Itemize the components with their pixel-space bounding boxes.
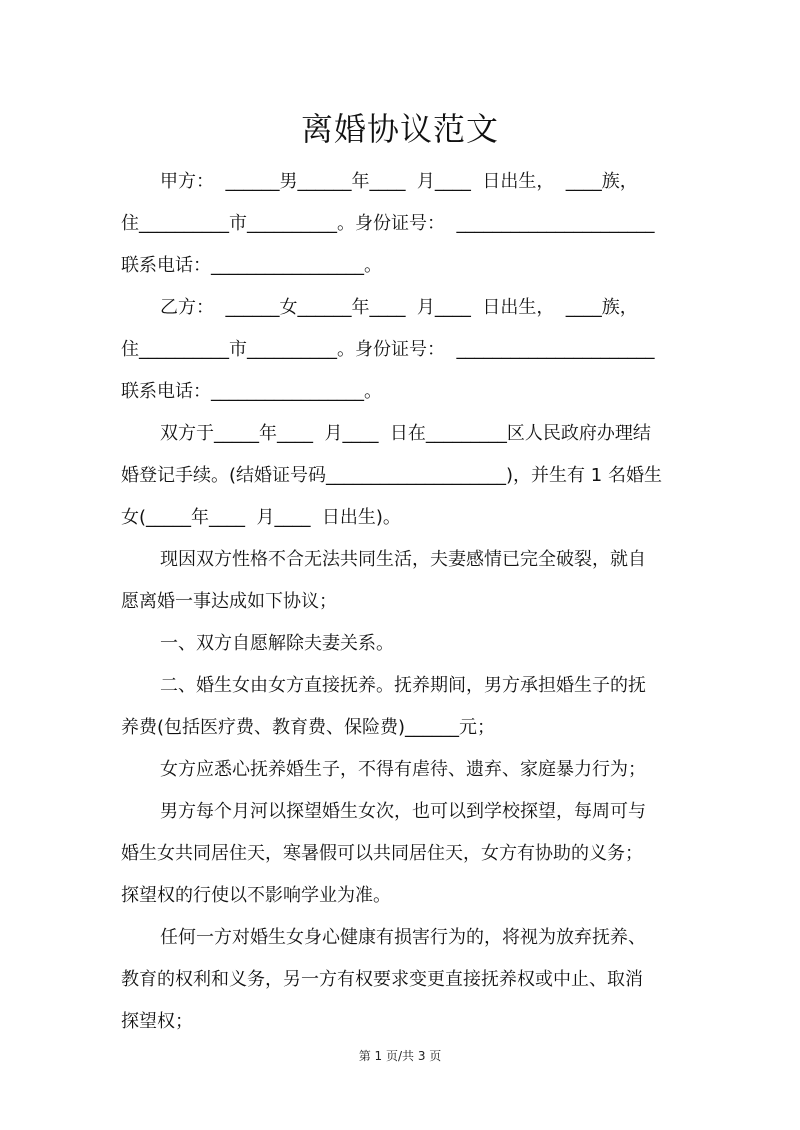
visitation-line-3: 探望权的行使以不影响学业为准。 (121, 885, 391, 906)
marriage-info-line-3: 女(_____年____ 月____ 日出生)。 (121, 507, 401, 528)
visitation-line-1: 男方每个月河以探望婚生女次，也可以到学校探望，每周可与 (160, 801, 646, 822)
reason-line-1: 现因双方性格不合无法共同生活，夫妻感情已完全破裂，就自 (160, 549, 646, 570)
harm-clause-line-3: 探望权； (121, 1011, 193, 1032)
harm-clause-line-2: 教育的权利和义务，另一方有权要求变更直接抚养权或中止、取消 (121, 969, 643, 990)
party-a-line-1: 甲方： ______男______年____ 月____ 日出生， ____族， (160, 171, 638, 192)
party-a-line-3: 联系电话：_________________。 (121, 255, 382, 276)
party-b-line-3: 联系电话：_________________。 (121, 381, 382, 402)
marriage-info-line-2: 婚登记手续。(结婚证号码____________________)，并生有 1 名婚生 (121, 465, 662, 486)
page-number: 第 1 页/共 3 页 (358, 1049, 442, 1063)
party-a-line-2: 住__________市__________。身份证号： ______________________ (121, 213, 655, 234)
mother-duty-line: 女方应悉心抚养婚生子，不得有虐待、遗弃、家庭暴力行为； (160, 759, 646, 780)
party-b-line-1: 乙方： ______女______年____ 月____ 日出生， ____族， (160, 297, 638, 318)
party-b-line-2: 住__________市__________。身份证号： ______________________ (121, 339, 655, 360)
harm-clause-line-1: 任何一方对婚生女身心健康有损害行为的，将视为放弃抚养、 (160, 927, 646, 948)
marriage-info-line-1: 双方于_____年____ 月____ 日在_________区人民政府办理结 (160, 423, 651, 444)
document-title: 离婚协议范文 (300, 110, 499, 148)
visitation-line-2: 婚生女共同居住天，寒暑假可以共同居住天，女方有协助的义务； (121, 843, 643, 864)
clause-1-line: 一、双方自愿解除夫妻关系。 (160, 633, 394, 654)
clause-2-line-2: 养费(包括医疗费、教育费、保险费)______元； (121, 717, 496, 738)
reason-line-2: 愿离婚一事达成如下协议； (121, 591, 337, 612)
clause-2-line-1: 二、婚生女由女方直接抚养。抚养期间，男方承担婚生子的抚 (160, 675, 646, 696)
